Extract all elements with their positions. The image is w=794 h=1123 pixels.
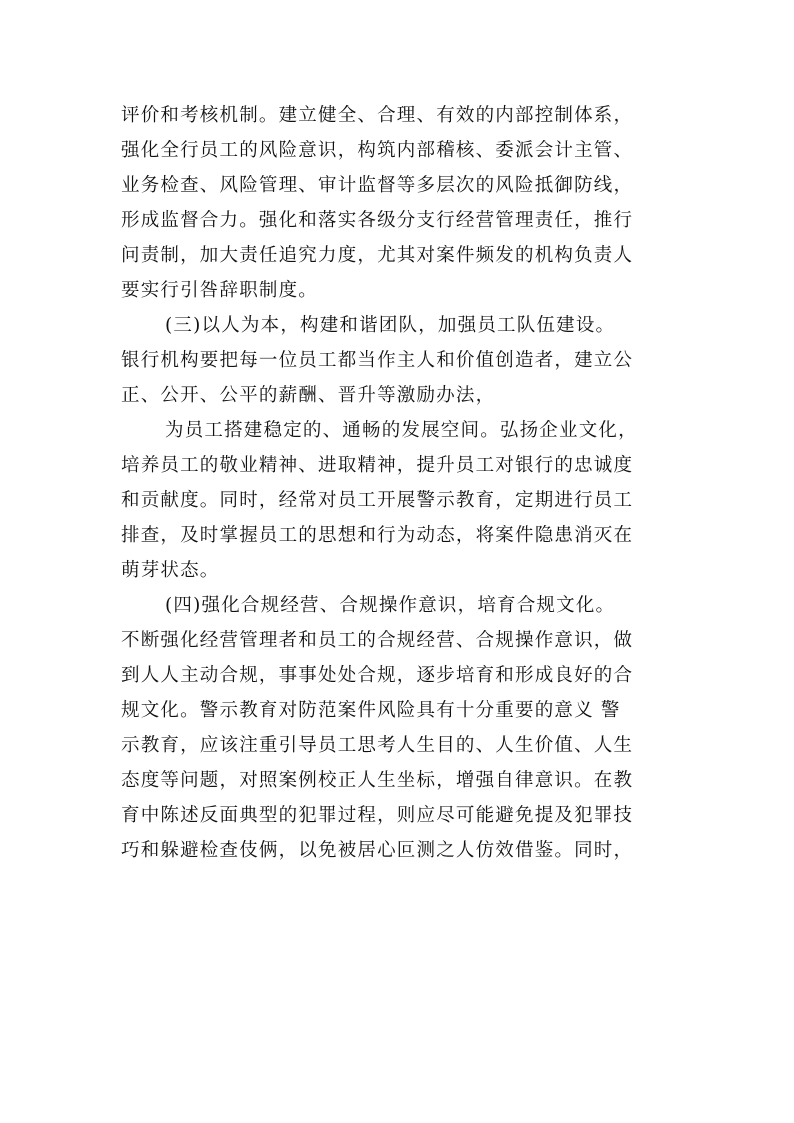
text-line: 培养员工的敬业精神、进取精神，提升员工对银行的忠诚度 xyxy=(121,455,634,476)
text-line: 强化全行员工的风险意识，构筑内部稽核、委派会计主管、 xyxy=(121,140,634,161)
text-line: 银行机构要把每一位员工都当作主人和价值创造者，建立公 xyxy=(121,350,634,371)
text-line: 业务检查、风险管理、审计监督等多层次的风险抵御防线， xyxy=(121,175,634,196)
text-line: 不断强化经营管理者和员工的合规经营、合规操作意识，做 xyxy=(121,630,634,651)
text-line: 问责制，加大责任追究力度，尤其对案件频发的机构负责人 xyxy=(121,245,634,266)
text-line: 到人人主动合规，事事处处合规，逐步培育和形成良好的合 xyxy=(121,665,634,686)
text-line: 要实行引咎辞职制度。 xyxy=(121,280,319,301)
text-line: 形成监督合力。强化和落实各级分支行经营管理责任，推行 xyxy=(121,210,634,231)
text-line: 育中陈述反面典型的犯罪过程，则应尽可能避免提及犯罪技 xyxy=(121,805,634,826)
section-heading-3: (三)以人为本，构建和谐团队，加强员工队伍建设。 xyxy=(165,315,616,336)
text-line: 规文化。警示教育对防范案件风险具有十分重要的意义 警 xyxy=(121,700,621,721)
text-line: 萌芽状态。 xyxy=(121,560,220,581)
text-line: 排查，及时掌握员工的思想和行为动态，将案件隐患消灭在 xyxy=(121,525,634,546)
text-line: 巧和躲避检查伎俩，以免被居心叵测之人仿效借鉴。同时， xyxy=(121,840,634,861)
text-line: 评价和考核机制。建立健全、合理、有效的内部控制体系， xyxy=(121,105,634,126)
section-heading-4: (四)强化合规经营、合规操作意识，培育合规文化。 xyxy=(165,595,616,616)
text-line: 为员工搭建稳定的、通畅的发展空间。弘扬企业文化， xyxy=(165,420,638,441)
text-line: 示教育，应该注重引导员工思考人生目的、人生价值、人生 xyxy=(121,735,634,756)
body-text xyxy=(121,98,681,868)
text-line: 正、公开、公平的薪酬、晋升等激励办法， xyxy=(121,385,496,406)
text-line: 态度等问题，对照案例校正人生坐标，增强自律意识。在教 xyxy=(121,770,634,791)
text-line: 和贡献度。同时，经常对员工开展警示教育，定期进行员工 xyxy=(121,490,634,511)
